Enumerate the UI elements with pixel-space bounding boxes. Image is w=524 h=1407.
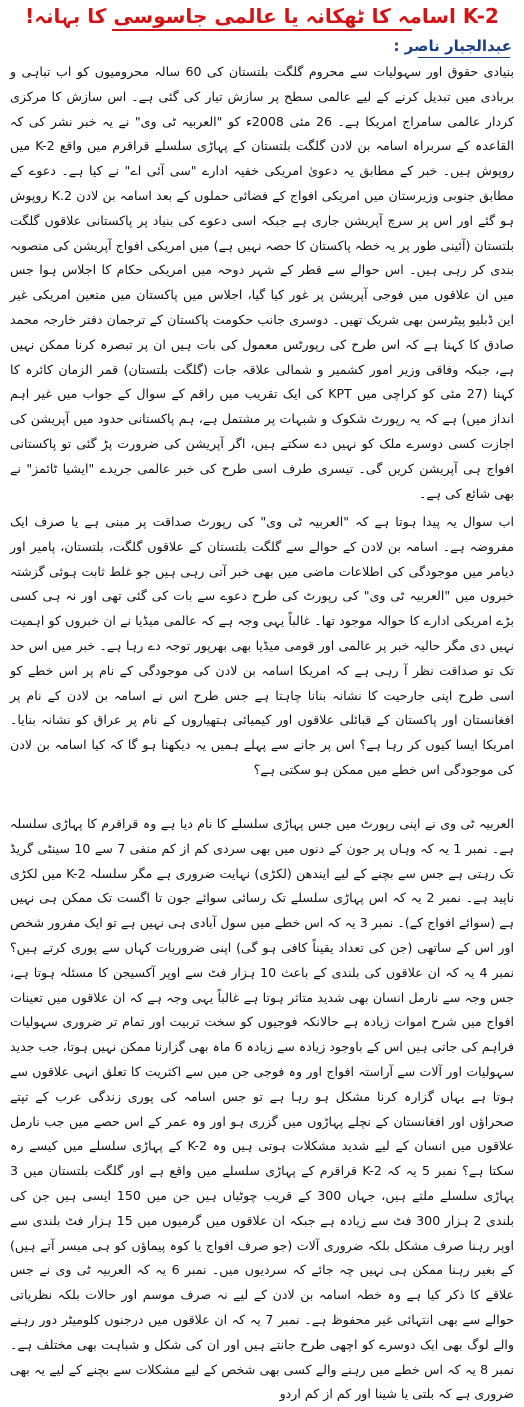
article-paragraph: بنیادی حقوق اور سہولیات سے محروم گلگت بلتستان کی 60 سالہ محرومیوں کو اب تباہی و بربادی میں تبدیل کرنے کے لیے عالمی سطح پر سازش تیار کی گئی ہے۔ اس سازش کا مرکزی کردار عالمی سامراج امریکا ہے۔ 26 مئی 2008ء کو "العربیہ ٹی وی" نے یہ خبر نشر کی کہ القاعدہ کے سربراہ اسامہ بن لادن گلگت بلتستان کے پہاڑی سلسلے قراقرم میں واقع K-2 میں روپوش ہیں۔ خبر کے مطابق یہ دعویٰ امریکی خفیہ ادارے "سی آئی اے" نے کیا ہے۔ دعوے کے مطابق جنوبی وزیرستان میں امریکی افواج کے فضائی حملوں کے بعد اسامہ بن لادن K.2 روپوش ہو گئے اور اس پر سرچ آپریشن جاری ہے جبکہ اسی دعوے کی بنیاد پر پاکستانی علاقوں گلگت بلتستان (آئینی طور پر یہ خطہ پاکستان کا حصہ نہیں ہے) میں امریکی افواج آپریشن کی منصوبہ بندی کر رہی ہیں۔ اس حوالے سے قطر کے شہر دوحہ میں امریکی حکام کا اجلاس ہوا جس میں ان علاقوں میں فوجی آپریشن پر غور کیا گیا، اجلاس میں پاکستان میں متعین امریکی غیر این ڈبلیو پیٹرسن بھی شریک تھیں۔ دوسری جانب حکومت پاکستان کے ترجمان دفتر خارجہ محمد صادق کا کہنا ہے کہ اس طرح کی رپورٹس معمول کی بات ہیں ان پر تبصرہ کرنا ممکن نہیں ہے، جبکہ وفاقی وزیر امور کشمیر و شمالی علاقہ جات (گلگت بلتستان) قمر الزمان کائرہ کا کہنا (27 مئی کو کراچی میں KPT کی ایک تقریب میں راقم کے سوال کے جواب میں غیر اہم انداز میں) ہے کہ یہ رپورٹ شکوک و شبہات پر مشتمل ہے، ہم پاکستانی حدود میں آپریشن کی اجازت کسی دوسرے ملک کو نہیں دے سکتے ہیں، اگر آپریشن کی ضرورت پڑ گئی تو پاکستانی افواج ہی آپریشن کریں گی۔ تیسری طرف اسی طرح کی خبر عالمی جریدے "ایشیا ٹائمز" نے بھی شائع کی ہے۔ bbox=[10, 64, 515, 501]
author-name: عبدالجبار ناصر : bbox=[393, 37, 512, 55]
byline-underline bbox=[418, 57, 510, 58]
headline-text: K-2 اسامہ کا ٹھکانہ یا عالمی جاسوسی کا بہانہ! bbox=[25, 4, 499, 28]
author-byline bbox=[10, 35, 514, 58]
article-paragraph: العربیہ ٹی وی نے اپنی رپورٹ میں جس پہاڑی سلسلے کا نام دیا ہے وہ قراقرم کا پہاڑی سلسلہ ہے۔ نمبر 1 یہ کہ وہاں پر جون کے دنوں میں بھی سردی کم از کم منفی 7 سے 10 سینٹی گریڈ تک رہتی ہے جس سے بچنے کے لیے ایندھن (لکڑی) نہایت ضروری ہے مگر سلسلہ K-2 میں لکڑی ناپید ہے۔ نمبر 2 یہ کہ اس پہاڑی سلسلے تک رسائی سوائے جون تا اگست تک ممکن ہی نہیں ہے (سوائے افواج کے)۔ نمبر 3 یہ کہ اس خطے میں سول آبادی ہی نہیں ہے تو ایک مفرور شخص اور اس کے ساتھی (جن کی تعداد یقیناً کافی ہو گی) اپنی ضروریات کہاں سے پوری کرتے ہیں؟ نمبر 4 یہ کہ ان علاقوں کی بلندی کے باعث 10 ہزار فٹ سے اوپر آکسیجن کا مسئلہ ہوتا ہے، جس وجہ سے نارمل انسان بھی شدید متاثر ہوتا ہے غالباً یہی وجہ ہے کہ ان علاقوں میں تعینات افواج میں شرح اموات زیادہ ہے حالانکہ فوجیوں کو سخت تربیت اور تمام تر ضروری سہولیات فراہم کی جاتی ہیں اس کے باوجود زیادہ سے زیادہ 6 ماہ بھی گزارنا ممکن نہیں ہوتا، جب جدید سہولیات اور آلات سے آراستہ افواج اور وہ فوجی جن میں سے اکثریت کا تعلق انہی علاقوں سے ہوتا ہے یہاں گزارہ کرنا مشکل ہو رہا ہے تو جس اسامہ کی پوری زندگی عرب کے تپتے صحراؤں اور افغانستان کے نچلے پہاڑوں میں گزری ہو اور وہ عمر کے اس حصے میں جب نارمل علاقوں میں انسان کے لیے شدید مشکلات ہوتی ہیں وہ K-2 کے پہاڑی سلسلے میں کیسے رہ سکتا ہے؟ نمبر 5 یہ کہ K-2 قراقرم کے پہاڑی سلسلے میں واقع ہے اور گلگت بلتستان میں 3 پہاڑی سلسلے ملتے ہیں، جہاں 300 کے قریب چوٹیاں ہیں جن میں 150 ایسی ہیں جن کی بلندی 2 ہزار 300 فٹ سے زیادہ ہے جبکہ ان علاقوں میں گرمیوں میں 15 ہزار فٹ بلندی سے اوپر رہنا صرف مشکل بلکہ ضروری آلات (جو صرف افواج یا کوہ پیماؤں کو ہی میسر آتے ہیں) کے بغیر رہنا ممکن ہی نہیں چہ جائے کہ سردیوں میں۔ نمبر 6 یہ کہ العربیہ ٹی وی نے جس علاقے کا ذکر کیا ہے وہ خطہ اسامہ بن لادن کے لیے نہ صرف موسم اور حالات بلکہ نظریاتی حوالے سے بھی انتہائی غیر محفوظ ہے۔ نمبر 7 یہ کہ ان علاقوں میں درجنوں کلومیٹر دور رہنے والے لوگ بھی ایک دوسرے کو اچھی طرح جانتے ہیں اور ان کی شکل و شباہت بھی مختلف ہے۔ نمبر 8 یہ کہ اس خطے میں رہنے والے کسی بھی شخص کے لیے مشکلات سے بچنے کے لیے یہ بھی ضروری ہے کہ بلتی یا شینا اور کم از کم اردو bbox=[10, 816, 515, 1402]
article-paragraph: اب سوال یہ پیدا ہوتا ہے کہ "العربیہ ٹی وی" کی رپورٹ صداقت پر مبنی ہے یا صرف ایک مفروضہ ہے۔ اسامہ بن لادن کے حوالے سے گلگت بلتستان کے علاقوں گلگت، بلتستان، پامیر اور دیامر میں موجودگی کی اطلاعات ماضی میں بھی خبر آتی رہی ہیں جو غلط ثابت ہوئی گزشتہ خبروں میں "العربیہ ٹی وی" کی رپورٹ کی طرح دعوے سے بات کی گئی تھی اور نہ ہی کسی بڑے امریکی ادارے کا حوالہ موجود تھا۔ غالباً یہی وجہ ہے کہ عالمی میڈیا نے ان خبروں کو اہمیت نہیں دی مگر حالیہ خبر پر عالمی اور قومی میڈیا بھی بھرپور توجہ دے رہا ہے۔ خبر میں اس حد تک تو صداقت نظر آ رہی ہے کہ امریکا اسامہ بن لادن کی موجودگی کے نام پر اس خطے کو اسی طرح اپنی جارحیت کا نشانہ بنانا چاہتا ہے جس طرح اس نے اسامہ بن لادن کے نام پر افغانستان اور پاکستان کے قبائلی علاقوں اور کیمیائی ہتھیاروں کے نام پر عراق کو نشانہ بنایا۔ امریکا ایسا کیوں کر رہا ہے؟ اس پر جانے سے پہلے ہمیں یہ دیکھنا ہو گا کہ کیا اسامہ بن لادن کی موجودگی اس خطے میں ممکن ہو سکتی ہے؟ bbox=[10, 514, 514, 777]
article-headline bbox=[10, 0, 514, 31]
headline-underline bbox=[112, 29, 412, 31]
article-body bbox=[10, 60, 515, 1402]
